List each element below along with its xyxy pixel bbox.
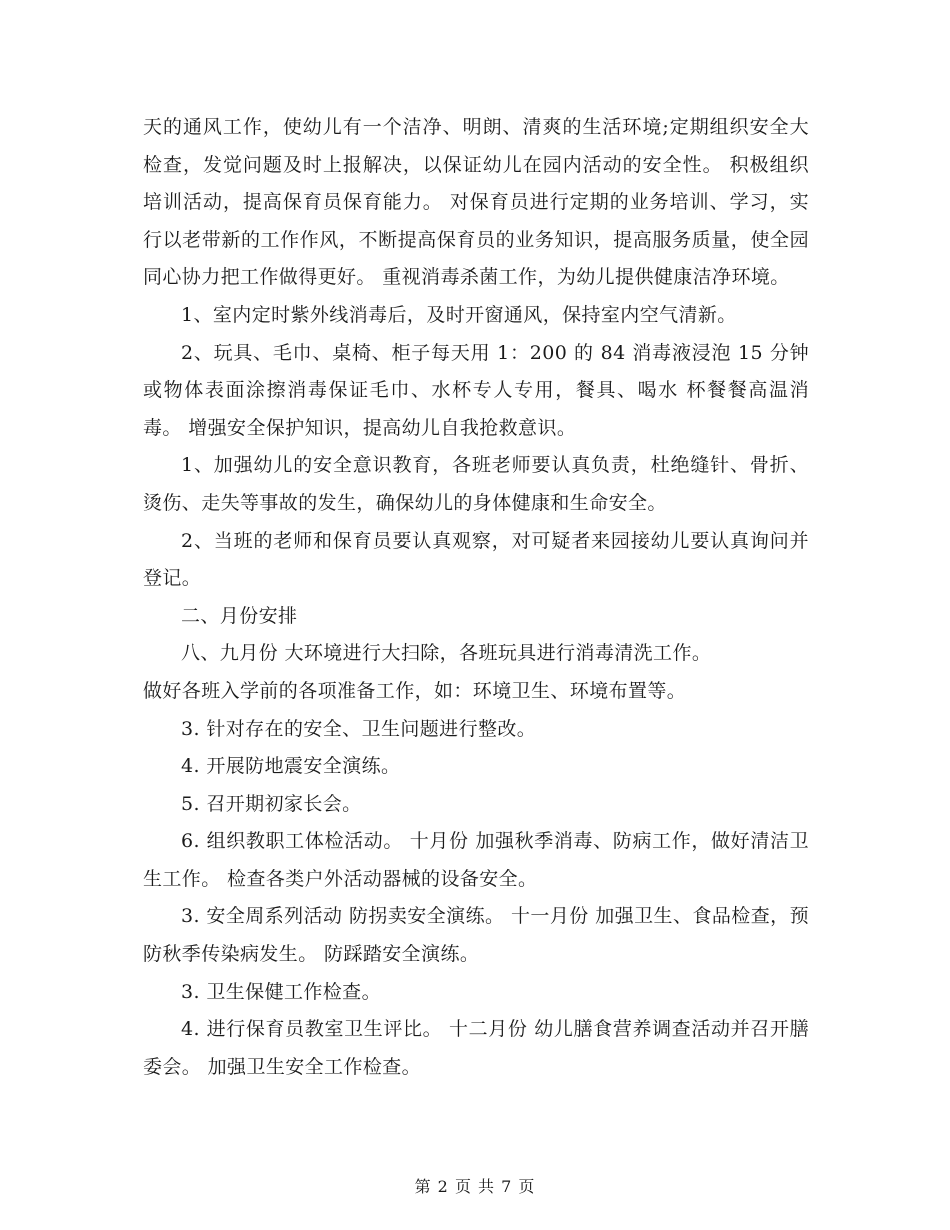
document-body [143, 109, 809, 1086]
paragraph: 5. 召开期初家长会。 [181, 792, 362, 815]
paragraph: 1、室内定时紫外线消毒后，及时开窗通风，保持室内空气清新。 [181, 303, 737, 326]
paragraph: 4. 开展防地震安全演练。 [181, 755, 401, 778]
paragraph: 3. 针对存在的安全、卫生问题进行整改。 [181, 717, 537, 740]
paragraph: 八、九月份 大环境进行大扫除，各班玩具进行消毒清洗工作。 [181, 642, 712, 665]
paragraph: 6. 组织教职工体检活动。 十月份 加强秋季消毒、防病工作，做好清洁卫生工作。 检查各类户外活动器械的设备安全。 [143, 830, 809, 890]
paragraph: 2、当班的老师和保育员要认真观察，对可疑者来园接幼儿要认真询问并登记。 [143, 529, 809, 590]
page-number-footer: 第 2 页 共 7 页 [414, 1177, 536, 1196]
section-heading: 二、月份安排 [181, 604, 298, 627]
paragraph: 做好各班入学前的各项准备工作，如：环境卫生、环境布置等。 [143, 679, 687, 702]
paragraph: 3. 卫生保健工作检查。 [181, 980, 381, 1003]
paragraph: 3. 安全周系列活动 防拐卖安全演练。 十一月份 加强卫生、食品检查，预防秋季传染病发生。 防踩踏安全演练。 [143, 905, 809, 966]
paragraph: 1、加强幼儿的安全意识教育，各班老师要认真负责，杜绝缝针、骨折、烫伤、走失等事故的发生，确保幼儿的身体健康和生命安全。 [143, 454, 809, 514]
paragraph: 天的通风工作，使幼儿有一个洁净、明朗、清爽的生活环境;定期组织安全大检查，发觉问题及时上报解决，以保证幼儿在园内活动的安全性。 积极组织培训活动，提高保育员保育能力。 对保育员进行定期的业务培训、学习，实行以老带新的工作作风，不断提高保育员的业务知识，提高服务质量，使全园同心协力把工作做得更好。 重视消毒杀菌工作，为幼儿提供健康洁净环境。 [143, 116, 809, 289]
paragraph: 2、玩具、毛巾、桌椅、柜子每天用 1：200 的 84 消毒液浸泡 15 分钟或物体表面涂擦消毒保证毛巾、水杯专人专用，餐具、喝水 杯餐餐高温消毒。 增强安全保护知识，提高幼儿自我抢救意识。 [143, 341, 809, 439]
paragraph: 4. 进行保育员教室卫生评比。 十二月份 幼儿膳食营养调查活动并召开膳委会。 加强卫生安全工作检查。 [143, 1018, 809, 1078]
